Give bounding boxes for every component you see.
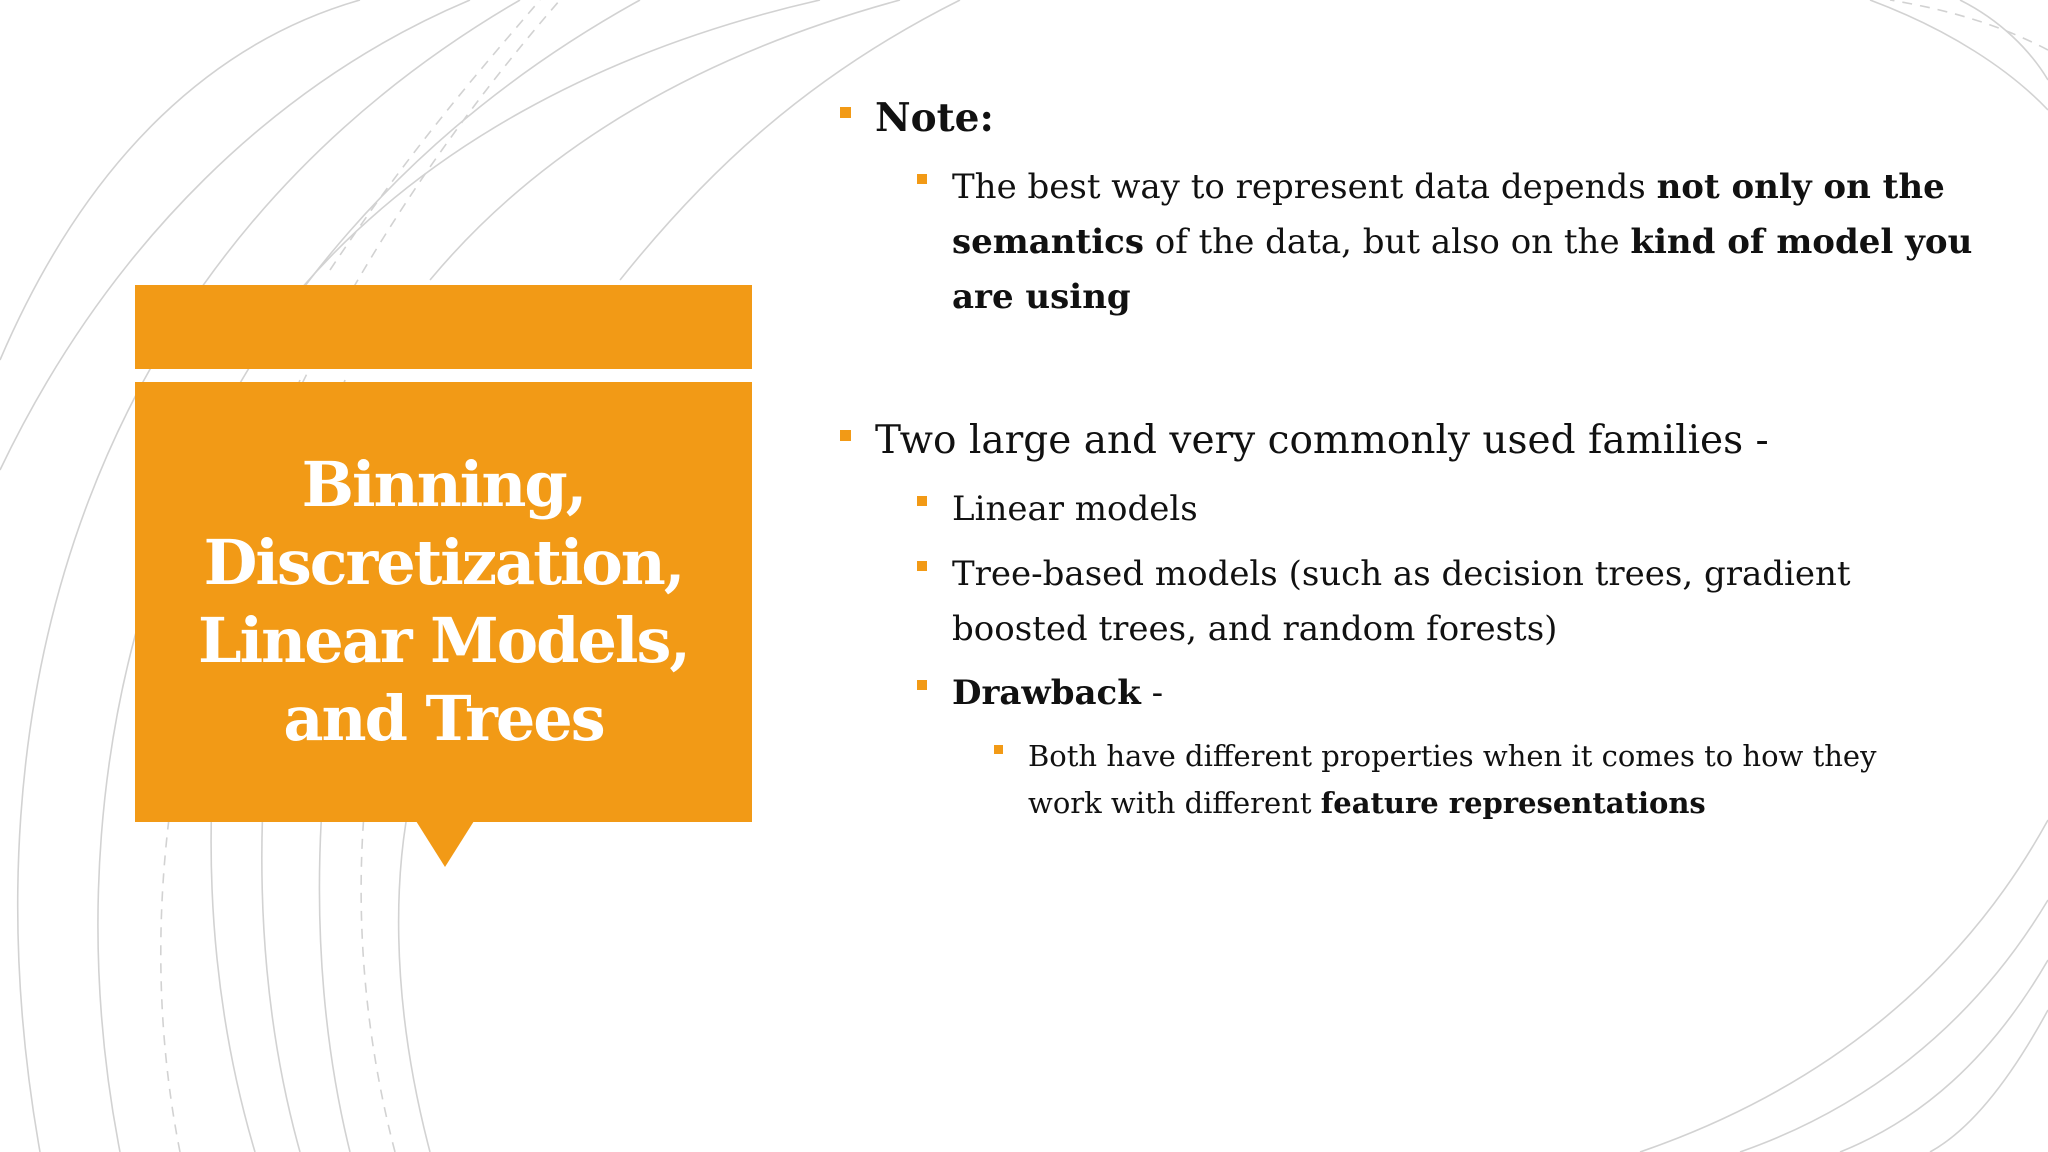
- bullet-drawback: [952, 666, 1163, 721]
- note-bold-1: not only on the: [1656, 167, 1945, 207]
- square-bullet-icon: [917, 680, 927, 690]
- slide-title-line-2: Discretization,: [203, 526, 684, 599]
- drawback-detail-line-2: [1028, 780, 1876, 827]
- note-detail-line-1: [952, 160, 1972, 215]
- families-label: Two large and very commonly used families -: [875, 418, 1769, 463]
- square-bullet-icon: [917, 561, 927, 571]
- square-bullet-icon: [840, 430, 851, 441]
- note-label: Note:: [875, 95, 994, 141]
- note-detail-line-2: [952, 215, 1972, 270]
- slide-title-line-4: and Trees: [283, 682, 604, 755]
- drawback-dash: -: [1140, 673, 1164, 713]
- drawback-bold-2: feature representations: [1320, 786, 1706, 820]
- square-bullet-icon: [840, 107, 851, 118]
- bullet-note: [875, 91, 994, 146]
- bullet-linear-models: [952, 482, 1198, 537]
- bullet-drawback-detail: [1028, 733, 1876, 827]
- tree-models-line-2: boosted trees, and random forests): [952, 609, 1558, 649]
- note-text-1: The best way to represent data depends: [952, 167, 1657, 207]
- slide-title-line-1: Binning,: [301, 448, 586, 521]
- drawback-text-2: work with different: [1028, 786, 1321, 820]
- bullet-tree-models: [952, 547, 1851, 657]
- note-bold-2: semantics: [952, 222, 1144, 262]
- note-detail-line-3: [952, 270, 1972, 325]
- tree-models-line-1: Tree-based models (such as decision trees, gradient: [952, 554, 1851, 594]
- note-text-2: of the data, but also on the: [1143, 222, 1631, 262]
- bullet-families: [875, 414, 1769, 468]
- linear-models-label: Linear models: [952, 489, 1198, 529]
- square-bullet-icon: [917, 174, 927, 184]
- square-bullet-icon: [994, 745, 1003, 754]
- slide-title-line-3: Linear Models,: [198, 604, 689, 677]
- bullet-note-detail: [952, 160, 1972, 325]
- square-bullet-icon: [917, 496, 927, 506]
- drawback-detail-line-1: Both have different properties when it comes to how they: [1028, 739, 1877, 773]
- note-bold-4: are using: [952, 277, 1131, 317]
- drawback-label: Drawback: [952, 673, 1141, 713]
- note-bold-3: kind of model you: [1630, 222, 1973, 262]
